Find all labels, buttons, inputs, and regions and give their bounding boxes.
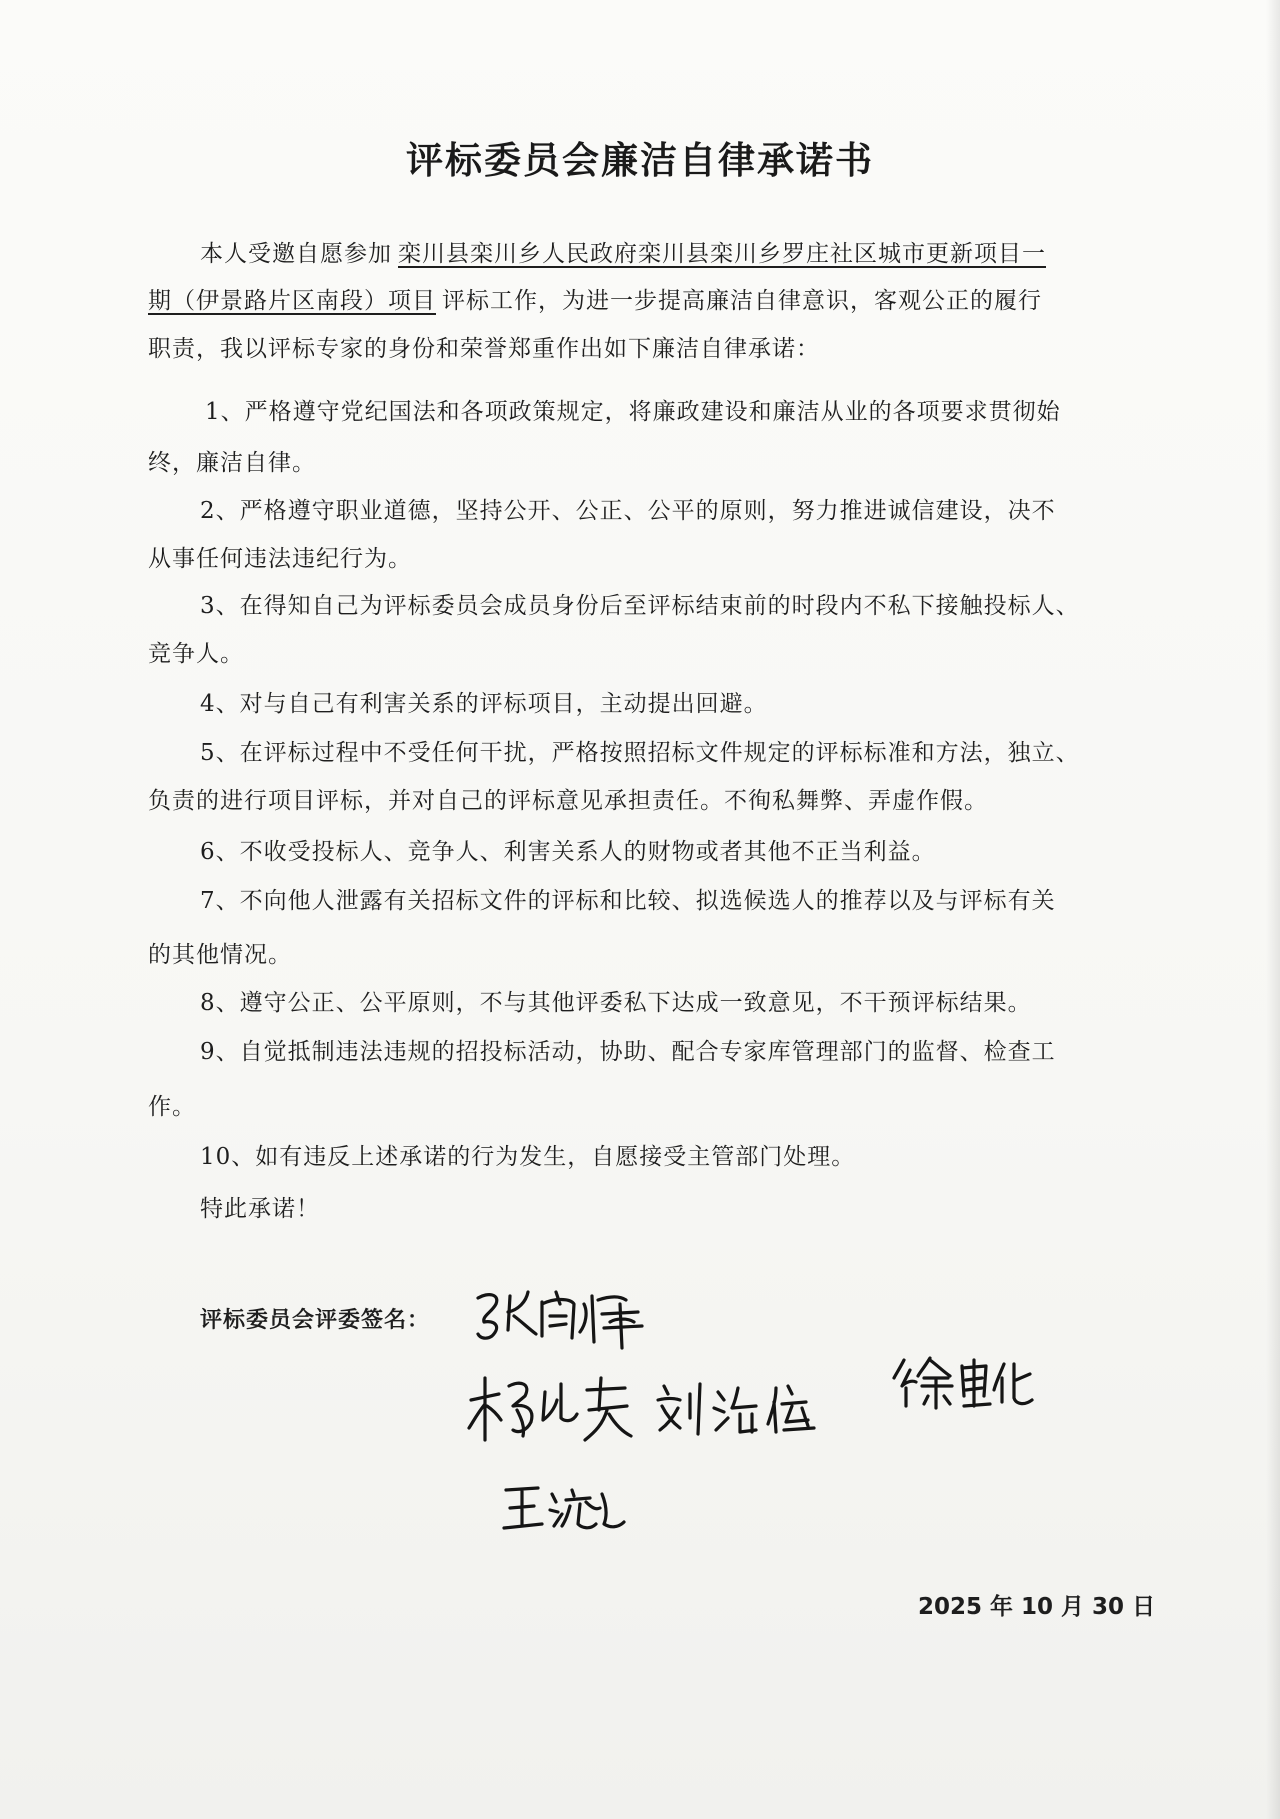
intro-line-2 — [148, 282, 1042, 315]
commitment-item-3-line-2: 竞争人。 — [148, 641, 244, 667]
commitment-item-7-line-2: 的其他情况。 — [148, 942, 292, 968]
commitment-item-8-line-1: 8、遵守公正、公平原则，不与其他评委私下达成一致意见，不干预评标结果。 — [200, 990, 1032, 1016]
handwritten-signature-1 — [470, 1282, 660, 1352]
commitment-item-1-line-1: 1、严格遵守党纪国法和各项政策规定，将廉政建设和廉洁从业的各项要求贯彻始 — [205, 399, 1061, 425]
commitment-item-4-line-1: 4、对与自己有利害关系的评标项目，主动提出回避。 — [200, 691, 768, 717]
commitment-item-7-line-1: 7、不向他人泄露有关招标文件的评标和比较、拟选候选人的推荐以及与评标有关 — [200, 888, 1056, 914]
project-name-part-1: 栾川县栾川乡人民政府栾川县栾川乡罗庄社区城市更新项目一 — [398, 241, 1046, 267]
project-name-part-2: 期（伊景路片区南段）项目 — [148, 288, 436, 314]
document-title: 评标委员会廉洁自律承诺书 — [406, 139, 874, 182]
commitment-item-2-line-2: 从事任何违法违纪行为。 — [148, 546, 412, 572]
intro-line-3: 职责，我以评标专家的身份和荣誉郑重作出如下廉洁自律承诺： — [148, 336, 820, 362]
document-date: 2025 年 10 月 30 日 — [918, 1594, 1156, 1620]
closing-statement: 特此承诺！ — [200, 1196, 320, 1222]
commitment-item-2-line-1: 2、严格遵守职业道德，坚持公开、公正、公平的原则，努力推进诚信建设，决不 — [200, 498, 1056, 524]
commitment-item-3-line-1: 3、在得知自己为评标委员会成员身份后至评标结束前的时段内不私下接触投标人、 — [200, 593, 1080, 619]
commitment-item-5-line-1: 5、在评标过程中不受任何干扰，严格按照招标文件规定的评标标准和方法，独立、 — [200, 740, 1080, 766]
intro-prefix: 本人受邀自愿参加 — [200, 241, 392, 267]
handwritten-signature-2 — [465, 1370, 635, 1450]
commitment-item-9-line-1: 9、自觉抵制违法违规的招投标活动，协助、配合专家库管理部门的监督、检查工 — [200, 1039, 1056, 1065]
commitment-item-1-line-2: 终，廉洁自律。 — [148, 450, 316, 476]
signature-label: 评标委员会评委签名： — [200, 1308, 431, 1333]
handwritten-signature-4 — [890, 1352, 1040, 1412]
handwritten-signature-3 — [652, 1378, 832, 1438]
commitment-item-6-line-1: 6、不收受投标人、竞争人、利害关系人的财物或者其他不正当利益。 — [200, 839, 936, 865]
commitment-item-5-line-2: 负责的进行项目评标，并对自己的评标意见承担责任。不徇私舞弊、弄虚作假。 — [148, 788, 988, 814]
intro-suffix: 评标工作，为进一步提高廉洁自律意识，客观公正的履行 — [442, 288, 1042, 314]
commitment-item-9-line-2: 作。 — [148, 1094, 196, 1120]
intro-line-1 — [200, 235, 1046, 268]
handwritten-signature-5 — [500, 1480, 630, 1535]
commitment-item-10-line-1: 10、如有违反上述承诺的行为发生，自愿接受主管部门处理。 — [200, 1144, 856, 1170]
